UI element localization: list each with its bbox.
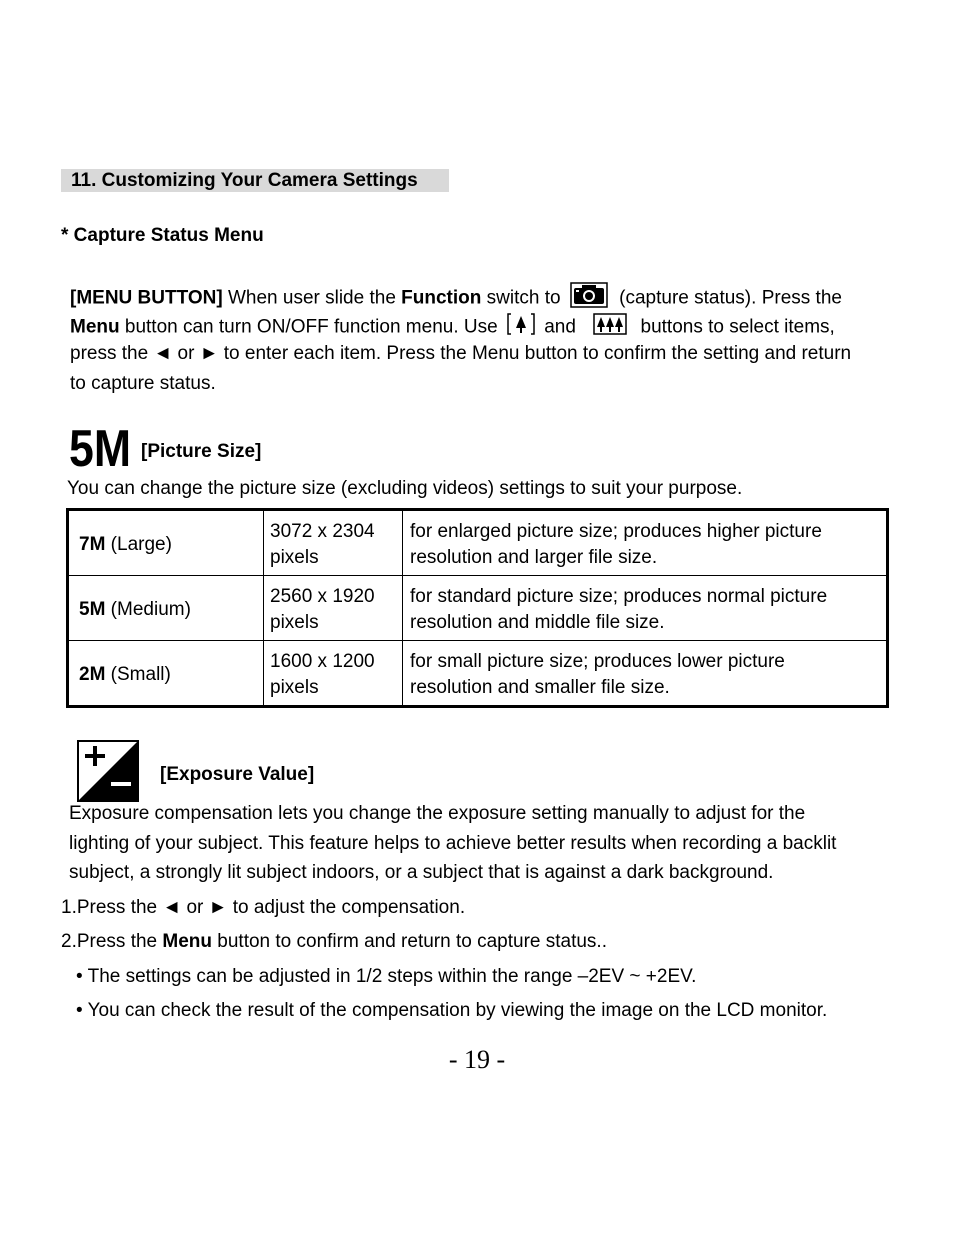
exposure-heading: [Exposure Value] — [160, 764, 315, 785]
size-code: 7M — [79, 534, 106, 555]
resolution-value: 1600 x 1200 — [270, 651, 375, 672]
resolution-unit: pixels — [270, 547, 319, 568]
exposure-step-2 — [61, 930, 607, 954]
svg-text:5M: 5M — [69, 420, 131, 478]
size-code: 2M — [79, 664, 106, 685]
exposure-paragraph-line: lighting of your subject. This feature helps to achieve better results when recording a backlit — [69, 833, 837, 854]
size-description-cell — [403, 510, 888, 576]
size-name-cell — [68, 576, 264, 641]
menu-button-label: [MENU BUTTON] — [70, 287, 223, 309]
intro-text: When user slide the — [222, 287, 402, 309]
function-word: Function — [401, 287, 482, 309]
step-text: 2.Press the — [61, 931, 163, 952]
intro-line-3: press the ◄ or ► to enter each item. Press the Menu button to confirm the setting and return — [70, 343, 852, 364]
size-code: 5M — [79, 599, 106, 620]
tele-zoom-icon — [507, 312, 535, 343]
table-row — [68, 510, 888, 576]
exposure-step-1: 1.Press the ◄ or ► to adjust the compensation. — [61, 897, 466, 918]
size-description: resolution and larger file size. — [410, 547, 658, 568]
size-label: (Medium) — [105, 599, 191, 620]
size-name-cell — [68, 510, 264, 576]
resolution-cell — [264, 510, 403, 576]
wide-zoom-icon — [593, 312, 627, 343]
page-number: - 19 - — [448, 1045, 506, 1074]
picture-size-icon — [69, 420, 133, 478]
section-title: 11. Customizing Your Camera Settings — [61, 169, 449, 192]
size-label: (Large) — [105, 534, 172, 555]
exposure-bullet-2: • You can check the result of the compensation by viewing the image on the LCD monitor. — [76, 1000, 828, 1021]
picture-size-description: You can change the picture size (excluding videos) settings to suit your purpose. — [67, 478, 743, 499]
size-description: for standard picture size; produces normal picture — [410, 586, 828, 607]
exposure-paragraph-line: subject, a strongly lit subject indoors, or a subject that is against a dark background. — [69, 862, 774, 883]
menu-word: Menu — [70, 316, 120, 338]
intro-line-4: to capture status. — [70, 373, 216, 394]
resolution-unit: pixels — [270, 612, 319, 633]
resolution-unit: pixels — [270, 677, 319, 698]
intro-text: (capture status). Press the — [613, 287, 842, 309]
resolution-cell — [264, 576, 403, 641]
size-label: (Small) — [105, 664, 171, 685]
exposure-bullet-1: • The settings can be adjusted in 1/2 steps within the range –2EV ~ +2EV. — [76, 966, 697, 987]
size-description: for small picture size; produces lower picture — [410, 651, 785, 672]
size-description-cell — [403, 576, 888, 641]
exposure-paragraph-line: Exposure compensation lets you change the exposure setting manually to adjust for the — [69, 803, 806, 824]
intro-text: and — [538, 316, 582, 338]
size-description: resolution and smaller file size. — [410, 677, 670, 698]
picture-size-heading: [Picture Size] — [141, 441, 262, 462]
picture-size-table — [66, 508, 889, 708]
intro-text: buttons to select items, — [635, 316, 835, 338]
resolution-value: 2560 x 1920 — [270, 586, 375, 607]
intro-text: button can turn ON/OFF function menu. Use — [119, 316, 503, 338]
step-text: button to confirm and return to capture status.. — [212, 931, 607, 952]
size-description-cell — [403, 641, 888, 707]
exposure-compensation-icon — [77, 740, 139, 808]
intro-line-1 — [70, 282, 842, 315]
size-description: for enlarged picture size; produces higher picture — [410, 521, 822, 542]
camera-icon — [570, 282, 608, 315]
resolution-cell — [264, 641, 403, 707]
size-name-cell — [68, 641, 264, 707]
menu-word: Menu — [162, 931, 212, 952]
table-row — [68, 576, 888, 641]
intro-line-2 — [70, 312, 835, 343]
section-subtitle: * Capture Status Menu — [61, 225, 264, 246]
table-row — [68, 641, 888, 707]
intro-text: switch to — [481, 287, 566, 309]
size-description: resolution and middle file size. — [410, 612, 665, 633]
resolution-value: 3072 x 2304 — [270, 521, 375, 542]
